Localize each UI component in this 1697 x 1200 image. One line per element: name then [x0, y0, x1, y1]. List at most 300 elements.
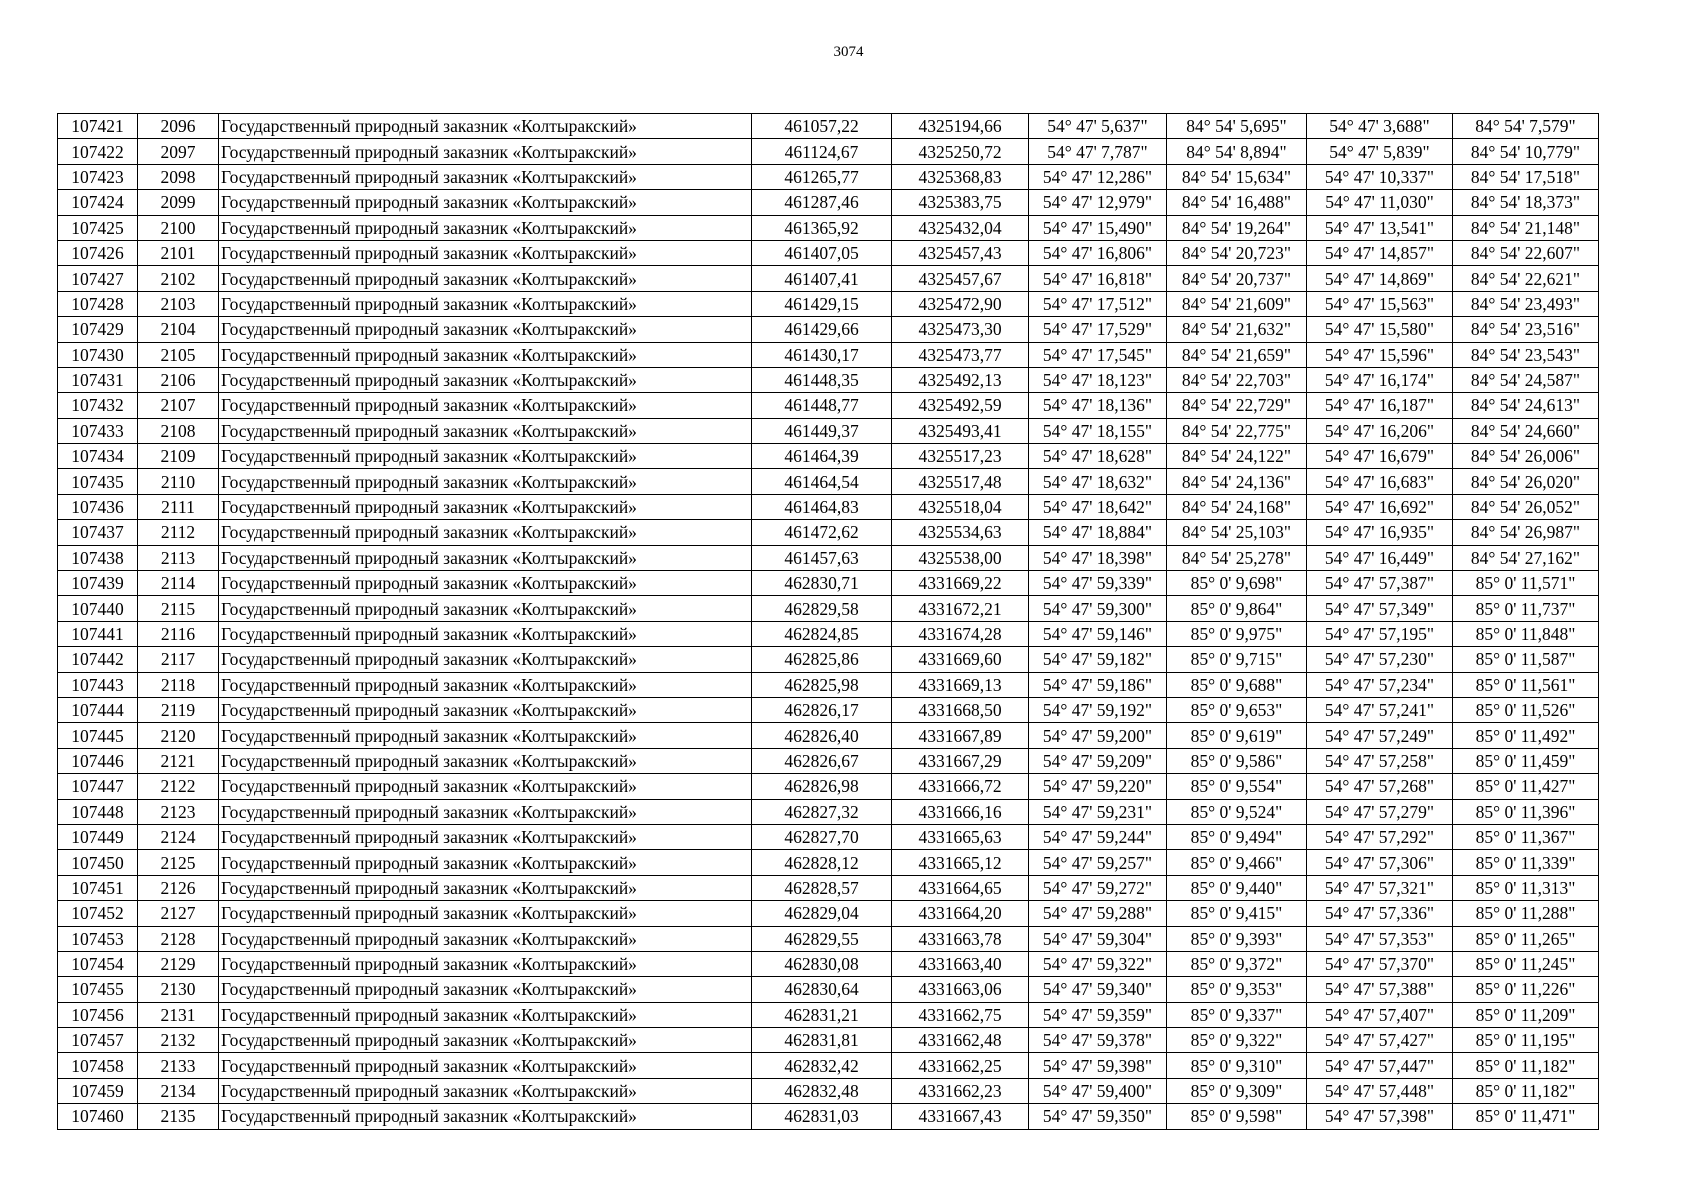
cell-lat-1: 54° 47' 59,192" [1029, 697, 1167, 722]
cell-point-number: 2104 [138, 317, 219, 342]
cell-coord-y: 4331662,75 [892, 1002, 1029, 1027]
table-row [58, 850, 1599, 875]
cell-point-number: 2117 [138, 647, 219, 672]
cell-record-id: 107456 [58, 1002, 138, 1027]
cell-coord-y: 4325517,48 [892, 469, 1029, 494]
cell-lon-2: 85° 0' 11,339" [1453, 850, 1599, 875]
cell-lat-2: 54° 47' 5,839" [1307, 139, 1453, 164]
cell-lon-2: 84° 54' 24,613" [1453, 393, 1599, 418]
cell-lon-1: 85° 0' 9,688" [1167, 672, 1307, 697]
cell-lat-2: 54° 47' 16,692" [1307, 494, 1453, 519]
cell-coord-x: 462831,03 [752, 1104, 892, 1129]
cell-lat-1: 54° 47' 59,146" [1029, 621, 1167, 646]
cell-reserve-name: Государственный природный заказник «Колтыракский» [219, 393, 752, 418]
cell-lat-2: 54° 47' 16,679" [1307, 444, 1453, 469]
cell-reserve-name: Государственный природный заказник «Колтыракский» [219, 850, 752, 875]
cell-point-number: 2123 [138, 799, 219, 824]
table-row [58, 367, 1599, 392]
cell-lon-2: 85° 0' 11,226" [1453, 977, 1599, 1002]
cell-coord-x: 462825,86 [752, 647, 892, 672]
cell-lat-2: 54° 47' 57,249" [1307, 723, 1453, 748]
cell-point-number: 2128 [138, 926, 219, 951]
cell-reserve-name: Государственный природный заказник «Колтыракский» [219, 875, 752, 900]
cell-coord-y: 4325534,63 [892, 520, 1029, 545]
cell-coord-y: 4331666,72 [892, 774, 1029, 799]
cell-lon-2: 84° 54' 22,621" [1453, 266, 1599, 291]
cell-coord-y: 4325472,90 [892, 291, 1029, 316]
cell-coord-y: 4331663,40 [892, 951, 1029, 976]
cell-lon-1: 85° 0' 9,440" [1167, 875, 1307, 900]
cell-record-id: 107421 [58, 114, 138, 139]
cell-reserve-name: Государственный природный заказник «Колтыракский» [219, 723, 752, 748]
cell-coord-x: 462832,42 [752, 1053, 892, 1078]
cell-coord-x: 462827,32 [752, 799, 892, 824]
cell-coord-x: 461124,67 [752, 139, 892, 164]
cell-lon-2: 85° 0' 11,492" [1453, 723, 1599, 748]
table-row [58, 545, 1599, 570]
cell-lon-1: 84° 54' 22,729" [1167, 393, 1307, 418]
cell-coord-y: 4331664,20 [892, 901, 1029, 926]
cell-lat-1: 54° 47' 18,155" [1029, 418, 1167, 443]
cell-lon-1: 84° 54' 21,659" [1167, 342, 1307, 367]
cell-coord-x: 462825,98 [752, 672, 892, 697]
cell-point-number: 2115 [138, 596, 219, 621]
cell-lat-2: 54° 47' 57,268" [1307, 774, 1453, 799]
cell-lat-2: 54° 47' 16,187" [1307, 393, 1453, 418]
cell-record-id: 107459 [58, 1078, 138, 1103]
cell-coord-y: 4331663,78 [892, 926, 1029, 951]
cell-lon-2: 84° 54' 7,579" [1453, 114, 1599, 139]
table-row [58, 596, 1599, 621]
cell-point-number: 2102 [138, 266, 219, 291]
table-row [58, 1078, 1599, 1103]
cell-lon-2: 84° 54' 26,006" [1453, 444, 1599, 469]
cell-record-id: 107446 [58, 748, 138, 773]
cell-lon-1: 85° 0' 9,337" [1167, 1002, 1307, 1027]
table-row [58, 621, 1599, 646]
cell-lat-2: 54° 47' 57,349" [1307, 596, 1453, 621]
cell-lon-2: 84° 54' 23,493" [1453, 291, 1599, 316]
cell-coord-x: 461265,77 [752, 164, 892, 189]
cell-record-id: 107435 [58, 469, 138, 494]
table-row [58, 1053, 1599, 1078]
cell-lat-2: 54° 47' 57,353" [1307, 926, 1453, 951]
cell-lat-2: 54° 47' 57,448" [1307, 1078, 1453, 1103]
cell-lon-1: 85° 0' 9,524" [1167, 799, 1307, 824]
cell-lon-1: 85° 0' 9,554" [1167, 774, 1307, 799]
cell-lat-1: 54° 47' 59,182" [1029, 647, 1167, 672]
cell-coord-x: 461429,15 [752, 291, 892, 316]
cell-coord-x: 462829,55 [752, 926, 892, 951]
cell-coord-y: 4331669,13 [892, 672, 1029, 697]
cell-point-number: 2122 [138, 774, 219, 799]
cell-reserve-name: Государственный природный заказник «Колтыракский» [219, 317, 752, 342]
cell-point-number: 2110 [138, 469, 219, 494]
table-row [58, 444, 1599, 469]
cell-coord-y: 4325368,83 [892, 164, 1029, 189]
cell-coord-y: 4331669,60 [892, 647, 1029, 672]
table-row [58, 240, 1599, 265]
cell-reserve-name: Государственный природный заказник «Колтыракский» [219, 748, 752, 773]
cell-coord-x: 462828,57 [752, 875, 892, 900]
cell-point-number: 2129 [138, 951, 219, 976]
cell-coord-y: 4331668,50 [892, 697, 1029, 722]
cell-lat-2: 54° 47' 57,306" [1307, 850, 1453, 875]
cell-reserve-name: Государственный природный заказник «Колтыракский» [219, 139, 752, 164]
table-row [58, 114, 1599, 139]
cell-lat-2: 54° 47' 57,234" [1307, 672, 1453, 697]
cell-lat-2: 54° 47' 57,241" [1307, 697, 1453, 722]
cell-coord-x: 462826,40 [752, 723, 892, 748]
cell-reserve-name: Государственный природный заказник «Колтыракский» [219, 215, 752, 240]
cell-lat-1: 54° 47' 18,632" [1029, 469, 1167, 494]
cell-lon-2: 85° 0' 11,427" [1453, 774, 1599, 799]
cell-lat-2: 54° 47' 3,688" [1307, 114, 1453, 139]
cell-lat-2: 54° 47' 16,449" [1307, 545, 1453, 570]
cell-reserve-name: Государственный природный заказник «Колтыракский» [219, 418, 752, 443]
cell-lon-2: 85° 0' 11,182" [1453, 1053, 1599, 1078]
cell-reserve-name: Государственный природный заказник «Колтыракский» [219, 1053, 752, 1078]
cell-lon-1: 85° 0' 9,715" [1167, 647, 1307, 672]
cell-record-id: 107423 [58, 164, 138, 189]
cell-reserve-name: Государственный природный заказник «Колтыракский» [219, 190, 752, 215]
cell-coord-x: 461407,05 [752, 240, 892, 265]
cell-lon-1: 85° 0' 9,619" [1167, 723, 1307, 748]
cell-record-id: 107424 [58, 190, 138, 215]
table-row [58, 418, 1599, 443]
table-row [58, 469, 1599, 494]
cell-coord-y: 4325432,04 [892, 215, 1029, 240]
cell-lon-2: 85° 0' 11,288" [1453, 901, 1599, 926]
cell-lat-2: 54° 47' 16,206" [1307, 418, 1453, 443]
cell-lat-1: 54° 47' 59,200" [1029, 723, 1167, 748]
cell-lon-1: 85° 0' 9,864" [1167, 596, 1307, 621]
cell-lon-2: 85° 0' 11,737" [1453, 596, 1599, 621]
cell-coord-y: 4325473,77 [892, 342, 1029, 367]
cell-lon-1: 84° 54' 22,775" [1167, 418, 1307, 443]
cell-coord-y: 4331669,22 [892, 571, 1029, 596]
cell-record-id: 107453 [58, 926, 138, 951]
table-row [58, 647, 1599, 672]
cell-lon-2: 84° 54' 26,987" [1453, 520, 1599, 545]
cell-lat-1: 54° 47' 15,490" [1029, 215, 1167, 240]
table-row [58, 1028, 1599, 1053]
cell-lat-1: 54° 47' 18,136" [1029, 393, 1167, 418]
table-row [58, 901, 1599, 926]
cell-lat-2: 54° 47' 15,596" [1307, 342, 1453, 367]
cell-point-number: 2105 [138, 342, 219, 367]
cell-coord-y: 4331667,43 [892, 1104, 1029, 1129]
coordinates-table [57, 113, 1599, 1130]
cell-point-number: 2109 [138, 444, 219, 469]
cell-lat-2: 54° 47' 57,279" [1307, 799, 1453, 824]
cell-record-id: 107448 [58, 799, 138, 824]
cell-lat-2: 54° 47' 16,935" [1307, 520, 1453, 545]
table-row [58, 697, 1599, 722]
cell-point-number: 2111 [138, 494, 219, 519]
table-row [58, 723, 1599, 748]
cell-lon-1: 85° 0' 9,353" [1167, 977, 1307, 1002]
cell-coord-x: 461464,39 [752, 444, 892, 469]
cell-record-id: 107457 [58, 1028, 138, 1053]
cell-coord-y: 4325383,75 [892, 190, 1029, 215]
cell-coord-x: 461429,66 [752, 317, 892, 342]
cell-lon-2: 84° 54' 22,607" [1453, 240, 1599, 265]
cell-coord-x: 461448,35 [752, 367, 892, 392]
cell-lat-1: 54° 47' 18,123" [1029, 367, 1167, 392]
cell-coord-x: 462826,67 [752, 748, 892, 773]
table-row [58, 1002, 1599, 1027]
cell-record-id: 107454 [58, 951, 138, 976]
cell-lat-1: 54° 47' 18,642" [1029, 494, 1167, 519]
cell-reserve-name: Государственный природный заказник «Колтыракский» [219, 114, 752, 139]
cell-coord-x: 462829,58 [752, 596, 892, 621]
cell-reserve-name: Государственный природный заказник «Колтыракский» [219, 545, 752, 570]
cell-reserve-name: Государственный природный заказник «Колтыракский» [219, 240, 752, 265]
table-row [58, 164, 1599, 189]
cell-coord-x: 461472,62 [752, 520, 892, 545]
cell-lon-1: 85° 0' 9,310" [1167, 1053, 1307, 1078]
cell-coord-x: 462827,70 [752, 824, 892, 849]
cell-point-number: 2098 [138, 164, 219, 189]
cell-reserve-name: Государственный природный заказник «Колтыракский» [219, 799, 752, 824]
cell-coord-y: 4331665,12 [892, 850, 1029, 875]
cell-point-number: 2134 [138, 1078, 219, 1103]
cell-coord-x: 462829,04 [752, 901, 892, 926]
cell-lon-2: 85° 0' 11,587" [1453, 647, 1599, 672]
cell-record-id: 107437 [58, 520, 138, 545]
table-row [58, 748, 1599, 773]
cell-lon-1: 85° 0' 9,494" [1167, 824, 1307, 849]
cell-lon-1: 84° 54' 21,632" [1167, 317, 1307, 342]
cell-record-id: 107452 [58, 901, 138, 926]
cell-point-number: 2112 [138, 520, 219, 545]
cell-reserve-name: Государственный природный заказник «Колтыракский» [219, 1028, 752, 1053]
cell-lon-1: 85° 0' 9,975" [1167, 621, 1307, 646]
cell-coord-x: 461457,63 [752, 545, 892, 570]
cell-coord-y: 4331674,28 [892, 621, 1029, 646]
cell-lat-2: 54° 47' 15,580" [1307, 317, 1453, 342]
cell-coord-y: 4325517,23 [892, 444, 1029, 469]
cell-record-id: 107445 [58, 723, 138, 748]
cell-lon-2: 84° 54' 23,516" [1453, 317, 1599, 342]
cell-reserve-name: Государственный природный заказник «Колтыракский» [219, 367, 752, 392]
cell-lon-1: 84° 54' 16,488" [1167, 190, 1307, 215]
cell-coord-x: 461365,92 [752, 215, 892, 240]
cell-lat-2: 54° 47' 57,407" [1307, 1002, 1453, 1027]
cell-record-id: 107439 [58, 571, 138, 596]
cell-lat-1: 54° 47' 59,378" [1029, 1028, 1167, 1053]
cell-lon-2: 84° 54' 17,518" [1453, 164, 1599, 189]
cell-coord-y: 4325457,67 [892, 266, 1029, 291]
cell-lat-1: 54° 47' 59,339" [1029, 571, 1167, 596]
cell-reserve-name: Государственный природный заказник «Колтыракский» [219, 1002, 752, 1027]
cell-lat-2: 54° 47' 10,337" [1307, 164, 1453, 189]
cell-reserve-name: Государственный природный заказник «Колтыракский» [219, 824, 752, 849]
cell-lon-1: 84° 54' 25,103" [1167, 520, 1307, 545]
cell-coord-x: 461430,17 [752, 342, 892, 367]
cell-lon-2: 85° 0' 11,182" [1453, 1078, 1599, 1103]
cell-point-number: 2113 [138, 545, 219, 570]
cell-record-id: 107427 [58, 266, 138, 291]
cell-point-number: 2130 [138, 977, 219, 1002]
cell-lon-2: 85° 0' 11,195" [1453, 1028, 1599, 1053]
table-row [58, 799, 1599, 824]
cell-lon-2: 85° 0' 11,245" [1453, 951, 1599, 976]
cell-record-id: 107450 [58, 850, 138, 875]
table-row [58, 266, 1599, 291]
cell-lat-1: 54° 47' 16,818" [1029, 266, 1167, 291]
cell-lat-1: 54° 47' 59,272" [1029, 875, 1167, 900]
cell-lat-1: 54° 47' 18,628" [1029, 444, 1167, 469]
table-body [58, 114, 1599, 1130]
cell-reserve-name: Государственный природный заказник «Колтыракский» [219, 1104, 752, 1129]
cell-coord-y: 4331662,48 [892, 1028, 1029, 1053]
cell-record-id: 107422 [58, 139, 138, 164]
cell-record-id: 107451 [58, 875, 138, 900]
cell-lat-2: 54° 47' 16,174" [1307, 367, 1453, 392]
cell-lon-2: 84° 54' 21,148" [1453, 215, 1599, 240]
cell-record-id: 107443 [58, 672, 138, 697]
cell-point-number: 2106 [138, 367, 219, 392]
cell-reserve-name: Государственный природный заказник «Колтыракский» [219, 774, 752, 799]
cell-lon-2: 84° 54' 24,660" [1453, 418, 1599, 443]
cell-lon-2: 85° 0' 11,396" [1453, 799, 1599, 824]
cell-reserve-name: Государственный природный заказник «Колтыракский» [219, 596, 752, 621]
cell-record-id: 107444 [58, 697, 138, 722]
cell-lat-2: 54° 47' 13,541" [1307, 215, 1453, 240]
table-row [58, 672, 1599, 697]
cell-record-id: 107431 [58, 367, 138, 392]
cell-coord-x: 462830,71 [752, 571, 892, 596]
cell-reserve-name: Государственный природный заказник «Колтыракский» [219, 926, 752, 951]
cell-lon-2: 85° 0' 11,526" [1453, 697, 1599, 722]
cell-lon-2: 84° 54' 24,587" [1453, 367, 1599, 392]
cell-record-id: 107449 [58, 824, 138, 849]
table-row [58, 824, 1599, 849]
cell-lat-2: 54° 47' 15,563" [1307, 291, 1453, 316]
cell-lat-1: 54° 47' 18,884" [1029, 520, 1167, 545]
cell-reserve-name: Государственный природный заказник «Колтыракский» [219, 697, 752, 722]
cell-lat-1: 54° 47' 59,350" [1029, 1104, 1167, 1129]
cell-coord-y: 4325194,66 [892, 114, 1029, 139]
table-row [58, 875, 1599, 900]
cell-record-id: 107433 [58, 418, 138, 443]
cell-coord-y: 4331672,21 [892, 596, 1029, 621]
cell-lat-1: 54° 47' 17,545" [1029, 342, 1167, 367]
cell-lat-1: 54° 47' 5,637" [1029, 114, 1167, 139]
cell-lat-1: 54° 47' 59,359" [1029, 1002, 1167, 1027]
cell-coord-y: 4325492,59 [892, 393, 1029, 418]
table-row [58, 139, 1599, 164]
cell-coord-y: 4331662,23 [892, 1078, 1029, 1103]
cell-lat-1: 54° 47' 59,322" [1029, 951, 1167, 976]
cell-coord-x: 462831,21 [752, 1002, 892, 1027]
cell-reserve-name: Государственный природный заказник «Колтыракский» [219, 469, 752, 494]
cell-lon-1: 85° 0' 9,586" [1167, 748, 1307, 773]
cell-lon-2: 85° 0' 11,265" [1453, 926, 1599, 951]
cell-lon-2: 84° 54' 18,373" [1453, 190, 1599, 215]
cell-lon-1: 85° 0' 9,309" [1167, 1078, 1307, 1103]
cell-coord-x: 462830,64 [752, 977, 892, 1002]
cell-lon-2: 84° 54' 27,162" [1453, 545, 1599, 570]
cell-record-id: 107434 [58, 444, 138, 469]
table-row [58, 977, 1599, 1002]
cell-coord-y: 4325493,41 [892, 418, 1029, 443]
cell-lon-1: 85° 0' 9,653" [1167, 697, 1307, 722]
cell-lat-2: 54° 47' 57,258" [1307, 748, 1453, 773]
cell-coord-x: 461287,46 [752, 190, 892, 215]
cell-point-number: 2135 [138, 1104, 219, 1129]
cell-lat-1: 54° 47' 59,304" [1029, 926, 1167, 951]
cell-lon-2: 85° 0' 11,471" [1453, 1104, 1599, 1129]
cell-point-number: 2101 [138, 240, 219, 265]
cell-record-id: 107455 [58, 977, 138, 1002]
cell-reserve-name: Государственный природный заказник «Колтыракский» [219, 342, 752, 367]
cell-lat-2: 54° 47' 57,321" [1307, 875, 1453, 900]
cell-point-number: 2119 [138, 697, 219, 722]
cell-reserve-name: Государственный природный заказник «Колтыракский» [219, 977, 752, 1002]
cell-coord-y: 4325518,04 [892, 494, 1029, 519]
table-row [58, 774, 1599, 799]
cell-lat-2: 54° 47' 57,195" [1307, 621, 1453, 646]
cell-coord-x: 461407,41 [752, 266, 892, 291]
cell-coord-x: 461448,77 [752, 393, 892, 418]
cell-lat-1: 54° 47' 59,257" [1029, 850, 1167, 875]
cell-lat-1: 54° 47' 18,398" [1029, 545, 1167, 570]
cell-lon-1: 84° 54' 5,695" [1167, 114, 1307, 139]
cell-record-id: 107430 [58, 342, 138, 367]
cell-point-number: 2096 [138, 114, 219, 139]
cell-lat-1: 54° 47' 16,806" [1029, 240, 1167, 265]
cell-lat-2: 54° 47' 16,683" [1307, 469, 1453, 494]
cell-reserve-name: Государственный природный заказник «Колтыракский» [219, 266, 752, 291]
cell-lat-2: 54° 47' 57,388" [1307, 977, 1453, 1002]
cell-lat-1: 54° 47' 17,529" [1029, 317, 1167, 342]
cell-lat-1: 54° 47' 12,286" [1029, 164, 1167, 189]
cell-lat-1: 54° 47' 59,400" [1029, 1078, 1167, 1103]
cell-lon-2: 84° 54' 10,779" [1453, 139, 1599, 164]
cell-coord-x: 462826,17 [752, 697, 892, 722]
cell-record-id: 107436 [58, 494, 138, 519]
table-row [58, 494, 1599, 519]
cell-lat-1: 54° 47' 59,300" [1029, 596, 1167, 621]
cell-lon-1: 84° 54' 24,168" [1167, 494, 1307, 519]
cell-reserve-name: Государственный природный заказник «Колтыракский» [219, 520, 752, 545]
cell-lat-2: 54° 47' 14,869" [1307, 266, 1453, 291]
cell-reserve-name: Государственный природный заказник «Колтыракский» [219, 672, 752, 697]
cell-point-number: 2132 [138, 1028, 219, 1053]
cell-reserve-name: Государственный природный заказник «Колтыракский» [219, 951, 752, 976]
cell-reserve-name: Государственный природный заказник «Колтыракский» [219, 621, 752, 646]
cell-reserve-name: Государственный природный заказник «Колтыракский» [219, 647, 752, 672]
cell-point-number: 2127 [138, 901, 219, 926]
cell-reserve-name: Государственный природный заказник «Колтыракский» [219, 1078, 752, 1103]
cell-lat-2: 54° 47' 57,447" [1307, 1053, 1453, 1078]
cell-lat-2: 54° 47' 57,427" [1307, 1028, 1453, 1053]
cell-lon-2: 85° 0' 11,848" [1453, 621, 1599, 646]
cell-point-number: 2120 [138, 723, 219, 748]
cell-lat-2: 54° 47' 57,370" [1307, 951, 1453, 976]
cell-lon-1: 84° 54' 21,609" [1167, 291, 1307, 316]
cell-point-number: 2097 [138, 139, 219, 164]
cell-lon-2: 85° 0' 11,561" [1453, 672, 1599, 697]
table-row [58, 291, 1599, 316]
cell-coord-x: 461449,37 [752, 418, 892, 443]
cell-coord-y: 4325538,00 [892, 545, 1029, 570]
cell-lat-1: 54° 47' 17,512" [1029, 291, 1167, 316]
table-row [58, 393, 1599, 418]
